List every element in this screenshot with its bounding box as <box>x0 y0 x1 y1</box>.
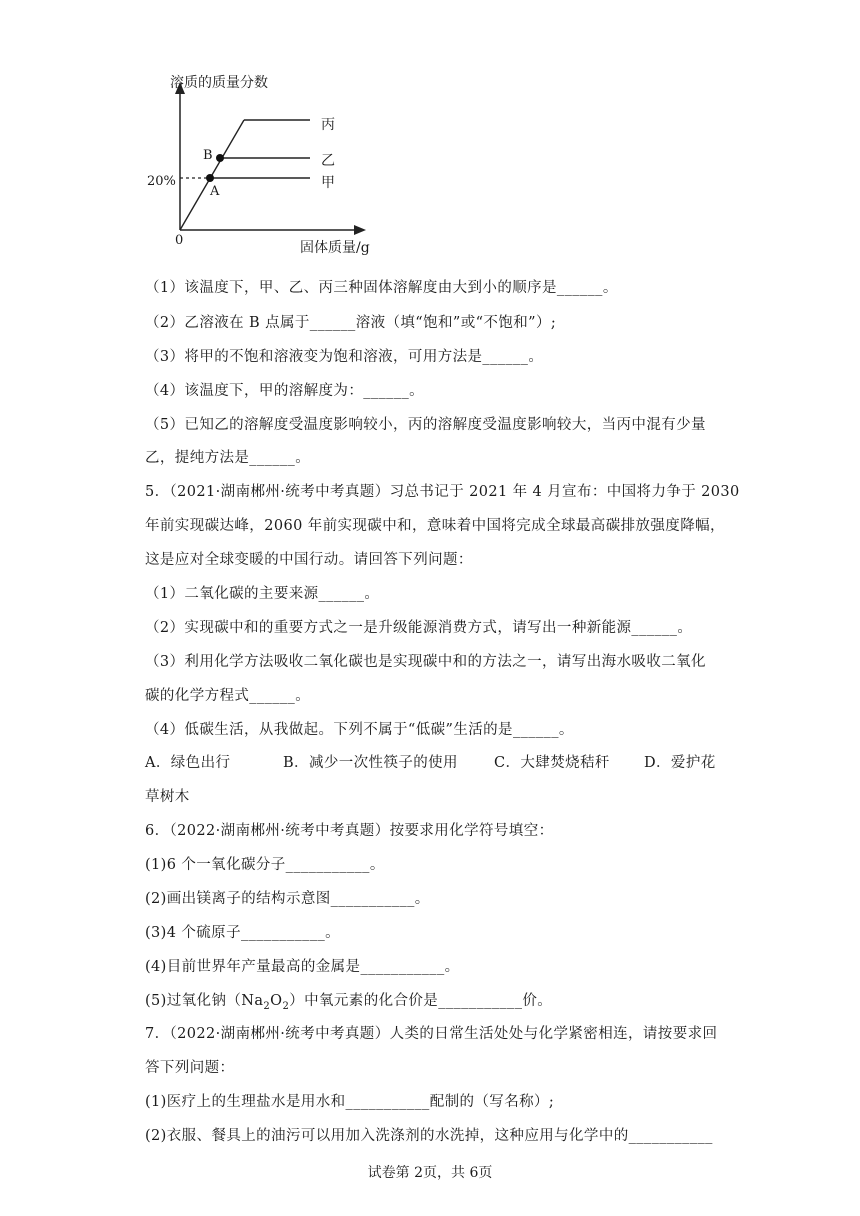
curve-jia-label: 甲 <box>321 175 335 191</box>
q5-option-d-cont: 草树木 <box>145 789 190 805</box>
point-b-dot <box>216 154 224 162</box>
y-axis-label: 溶质的质量分数 <box>170 75 268 91</box>
q5-part3-line1: （3）利用化学方法吸收二氧化碳也是实现碳中和的方法之一，请写出海水吸收二氧化 <box>145 654 706 670</box>
q5-stem-line3: 这是应对全球变暖的中国行动。请回答下列问题： <box>145 552 473 568</box>
q4-part5-line2: 乙，提纯方法是______。 <box>145 450 311 466</box>
y-mark-label: 20% <box>147 174 176 189</box>
q4-part4: （4）该温度下，甲的溶解度为：______。 <box>145 383 425 399</box>
q5-option-a: A．绿色出行 <box>145 755 231 771</box>
q6-part5 <box>145 989 552 1012</box>
x-axis-arrow <box>354 225 366 235</box>
point-b-label: B <box>203 148 213 163</box>
q4-part3: （3）将甲的不饱和溶液变为饱和溶液，可用方法是______。 <box>145 349 544 365</box>
q6-part5-mid: O <box>270 993 283 1009</box>
q7-stem-line1: 7．（2022·湖南郴州·统考中考真题）人类的日常生活处处与化学紧密相连，请按要求回 <box>145 1026 718 1042</box>
q5-stem-line1: 5．（2021·湖南郴州·统考中考真题）习总书记于 2021 年 4 月宣布：中国将力争于 2030 <box>145 484 740 500</box>
x-axis-label: 固体质量/g <box>300 240 370 256</box>
q5-option-c: C．大肆焚烧秸秆 <box>494 755 610 771</box>
q6-part5-pre: (5)过氧化钠（Na <box>145 993 264 1009</box>
q5-stem-line2: 年前实现碳达峰，2060 年前实现碳中和，意味着中国将完成全球最高碳排放强度降幅， <box>145 518 725 534</box>
curve-yi-label: 乙 <box>321 153 335 169</box>
q5-part1: （1）二氧化碳的主要来源______。 <box>145 586 380 602</box>
q6-part5-sub2: 2 <box>282 1000 290 1012</box>
q6-stem: 6．（2022·湖南郴州·统考中考真题）按要求用化学符号填空： <box>145 823 554 839</box>
q6-part5-sub1: 2 <box>263 1000 271 1012</box>
q6-part1: (1)6 个一氧化碳分子___________。 <box>145 857 385 873</box>
origin-label: 0 <box>175 233 184 248</box>
page-footer: 试卷第 2页，共 6页 <box>367 1165 493 1181</box>
q7-stem-line2: 答下列问题： <box>145 1060 235 1076</box>
curve-bing-label: 丙 <box>321 117 335 133</box>
q6-part3: (3)4 个硫原子___________。 <box>145 925 341 941</box>
q5-option-b: B．减少一次性筷子的使用 <box>283 755 458 771</box>
q4-part2: （2）乙溶液在 B 点属于______溶液（填“饱和”或“不饱和”）; <box>145 315 557 331</box>
q4-part1: （1）该温度下，甲、乙、丙三种固体溶解度由大到小的顺序是______。 <box>145 280 618 296</box>
q5-option-d: D．爱护花 <box>644 755 716 771</box>
q6-part5-post: ）中氧元素的化合价是___________价。 <box>289 993 553 1009</box>
point-a-dot <box>206 174 214 182</box>
q7-part1: (1)医疗上的生理盐水是用水和___________配制的（写名称）; <box>145 1094 555 1110</box>
q5-part2: （2）实现碳中和的重要方式之一是升级能源消费方式，请写出一种新能源______。 <box>145 620 693 636</box>
q5-part3-line2: 碳的化学方程式______。 <box>145 688 311 704</box>
q7-part2: (2)衣服、餐具上的油污可以用加入洗涤剂的水洗掉，这种应用与化学中的___________ <box>145 1128 713 1144</box>
q6-part2: (2)画出镁离子的结构示意图___________。 <box>145 891 430 907</box>
solubility-graph <box>140 72 400 262</box>
q6-part4: (4)目前世界年产量最高的金属是___________。 <box>145 959 460 975</box>
q4-part5-line1: （5）已知乙的溶解度受温度影响较小，丙的溶解度受温度影响较大，当丙中混有少量 <box>145 417 706 433</box>
q5-part4: （4）低碳生活，从我做起。下列不属于“低碳”生活的是______。 <box>145 722 574 738</box>
point-a-label: A <box>210 184 220 199</box>
